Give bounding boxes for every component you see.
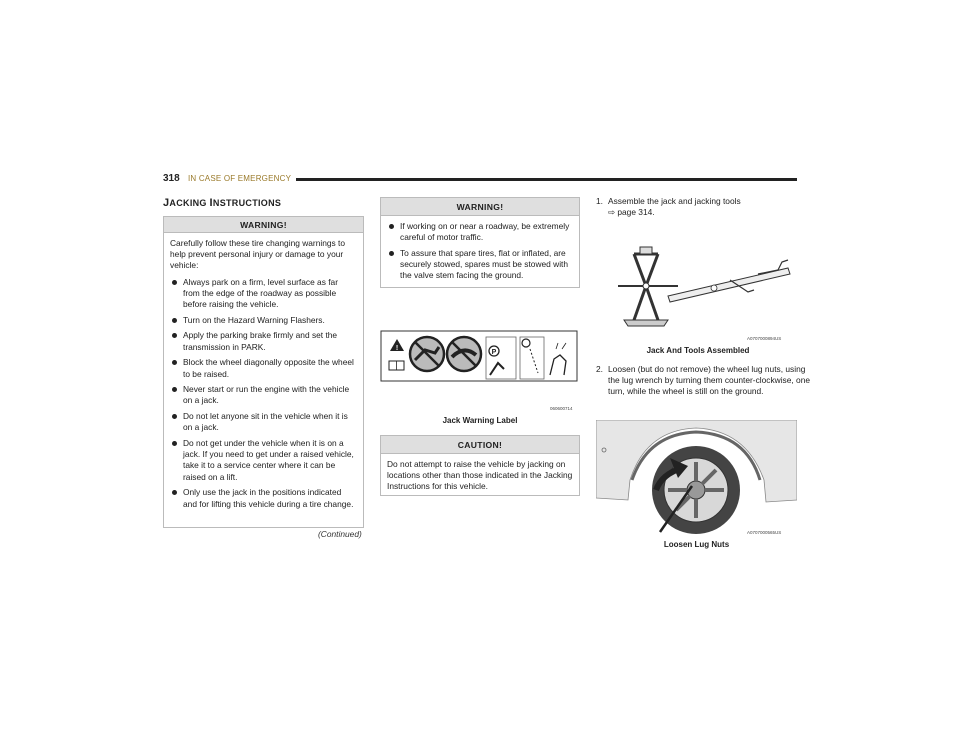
list-item: Block the wheel diagonally opposite the wheel to be raised.	[170, 357, 357, 379]
list-item: Apply the parking brake firmly and set the transmission in PARK.	[170, 330, 357, 352]
page-number: 318	[163, 173, 180, 184]
page-reference-link[interactable]: ⇨ page 314.	[608, 207, 655, 218]
warning-list	[170, 277, 357, 510]
bullet-icon	[172, 318, 177, 323]
bullet-icon	[389, 224, 394, 229]
list-item: Do not get under the vehicle when it is on a jack. If you need to get under a raised vehicle, take it to a service center where it can be raised on a lift.	[170, 438, 357, 483]
lug-nuts-figure	[596, 420, 797, 535]
warning-heading: WARNING!	[164, 217, 363, 233]
warning-box-mid	[380, 197, 580, 288]
list-item: Never start or run the engine with the vehicle on a jack.	[170, 384, 357, 406]
bullet-icon	[172, 360, 177, 365]
jack-label-code: 060600714	[550, 406, 573, 411]
title-rest-1: ACKING	[169, 198, 210, 208]
bullet-icon	[172, 280, 177, 285]
bullet-icon	[172, 414, 177, 419]
caution-box	[380, 435, 580, 496]
bullet-icon	[172, 333, 177, 338]
bullet-icon	[172, 387, 177, 392]
list-item: To assure that spare tires, flat or inflated, are securely stowed, spares must be stowed with the valve stem facing the ground.	[387, 248, 573, 282]
step-2: 2. Loosen (but do not remove) the wheel lug nuts, using the lug wrench by turning them counter-clockwise, one turn, while the wheel is still on the ground.	[596, 364, 811, 397]
jack-fig-code: A0707000894US	[747, 336, 782, 341]
bullet-icon	[172, 441, 177, 446]
continued-note: (Continued)	[318, 529, 362, 539]
jack-tools-figure	[598, 238, 798, 338]
list-item: Do not let anyone sit in the vehicle when it is on a jack.	[170, 411, 357, 433]
list-item: Always park on a firm, level surface as far from the edge of the roadway as possible before raising the vehicle.	[170, 277, 357, 311]
title-rest-2: NSTRUCTIONS	[212, 198, 282, 208]
warning-heading: WARNING!	[381, 198, 579, 216]
jack-fig-caption: Jack And Tools Assembled	[646, 346, 750, 355]
lug-fig-caption: Loosen Lug Nuts	[663, 540, 730, 549]
bullet-icon	[172, 490, 177, 495]
title-cap-1: J	[163, 197, 170, 209]
caution-text: Do not attempt to raise the vehicle by jacking on locations other than those indicated in the Jacking Instructions for this vehicle.	[387, 459, 573, 492]
warning-intro: Carefully follow these tire changing warnings to help prevent personal injury or damage to your vehicle:	[170, 238, 346, 271]
list-item: Turn on the Hazard Warning Flashers.	[170, 315, 357, 326]
section-header: IN CASE OF EMERGENCY	[188, 174, 292, 183]
lug-fig-code: A0707000565US	[747, 530, 782, 535]
jack-label-caption: Jack Warning Label	[442, 416, 518, 425]
svg-text:!: !	[395, 345, 399, 352]
header-rule	[296, 178, 797, 181]
title-cap-2: I	[209, 197, 213, 209]
step-1: 1. Assemble the jack and jacking tools ⇨ page 314.	[596, 196, 741, 218]
list-item: If working on or near a roadway, be extremely careful of motor traffic.	[387, 221, 573, 243]
bullet-icon	[389, 251, 394, 256]
section-title	[163, 197, 281, 209]
list-item: Only use the jack in the positions indicated and for lifting this vehicle during a tire change.	[170, 487, 357, 509]
warning-list	[387, 221, 573, 282]
warning-box-left	[163, 216, 364, 528]
caution-heading: CAUTION!	[381, 436, 579, 454]
svg-text:P: P	[491, 349, 497, 356]
jack-warning-label-figure	[380, 325, 580, 395]
